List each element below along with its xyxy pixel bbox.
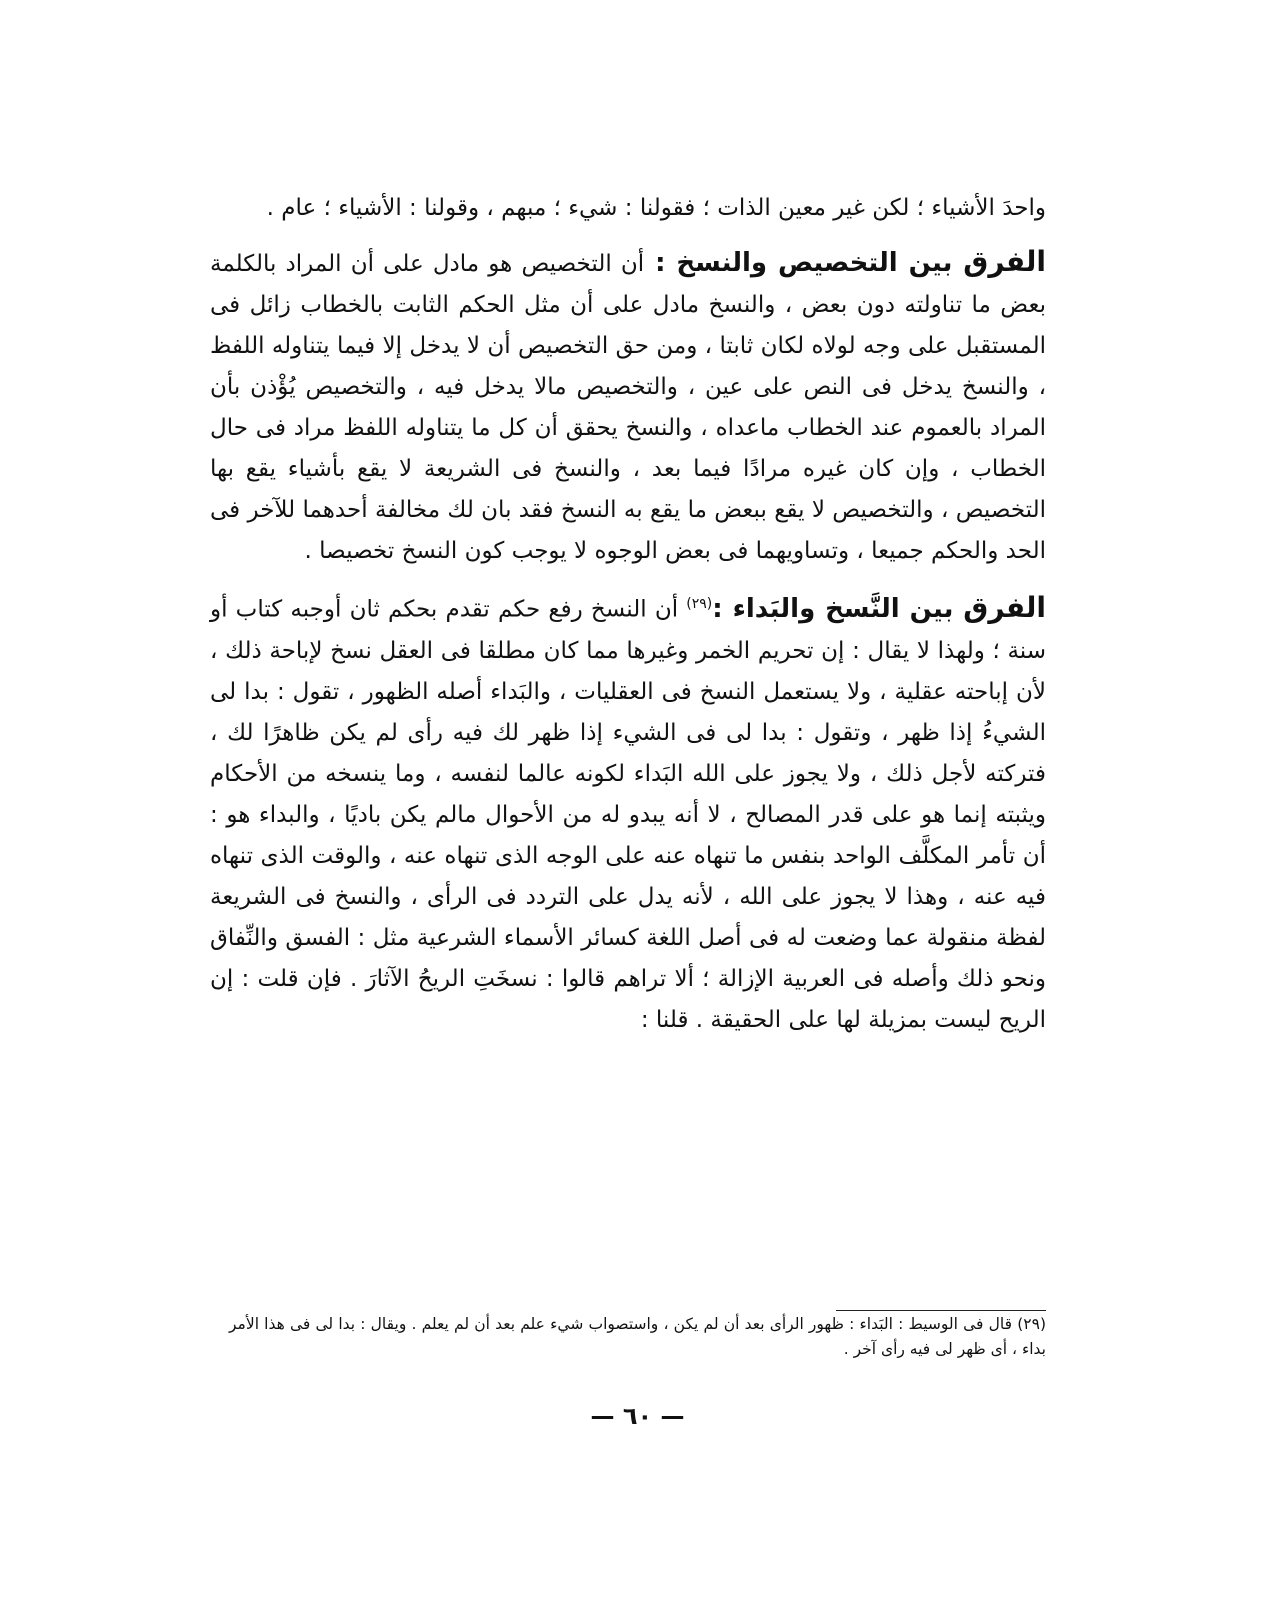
page-number: — ٦٠ — [590, 1402, 685, 1430]
footnote-reference: (٢٩) [686, 596, 713, 612]
section-heading [644, 245, 1046, 278]
section-heading [712, 590, 1046, 624]
heading-text: بين التخصيص والنسخ : [644, 248, 964, 278]
heading-keyword: الفرق [963, 245, 1046, 278]
paragraph-continuation [210, 188, 1046, 229]
footnote: (٢٩) قال فى الوسيط : البَداء : ظهور الرأى بعد أن لم يكن ، واستصواب شيء علم بعد أن لم يعلم . ويقال : بدا لى فى هذا الأمر بداء ، أى ظهر لى فيه رأى آخر . [229, 1315, 1046, 1358]
paragraph-text: واحدَ الأشياء ؛ لكن غير معين الذات ؛ فقولنا : شيء ؛ مبهم ، وقولنا : الأشياء ؛ عام . [266, 195, 1046, 221]
heading-keyword: الفرق [963, 590, 1046, 624]
paragraph-text: أن التخصيص هو مادل على أن المراد بالكلمة بعض ما تناولته دون بعض ، والنسخ مادل على أن مثل الحكم الثابت بالخطاب زائل فى المستقبل على وجه لولاه لكان ثابتا ، ومن حق التخصيص أن لا يدخل إلا فيما يتناوله اللفظ ، والنسخ يدخل فى النص على عين ، والتخصيص مالا يدخل فيه ، والتخصيص يُؤْذن بأن المراد بالعموم عند الخطاب ماعداه ، والنسخ يحقق أن كل ما يتناوله اللفظ مراد فى حال الخطاب ، وإن كان غيره مرادًا فيما بعد ، والنسخ فى الشريعة لا يقع بأشياء يقع بها التخصيص ، والتخصيص لا يقع ببعض ما يقع به النسخ فقد بان لك مخالفة أحدهما للآخر فى الحد والحكم جميعا ، وتساويهما فى بعض الوجوه لا يوجب كون النسخ تخصيصا . [210, 251, 1046, 564]
paragraph-takhsis-naskh [210, 241, 1046, 572]
page-body [210, 188, 1046, 1053]
heading-text: بين النَّسخ والبَداء : [712, 593, 964, 624]
paragraph-naskh-bada [210, 584, 1046, 1041]
footnote-divider [836, 1310, 1046, 1311]
paragraph-text: أن النسخ رفع حكم تقدم بحكم ثان أوجبه كتاب أو سنة ؛ ولهذا لا يقال : إن تحريم الخمر وغيرها مما كان مطلقا فى العقل نسخ لإباحة ذلك ، لأن إباحته عقلية ، ولا يستعمل النسخ فى العقليات ، والبَداء أصله الظهور ، تقول : بدا لى الشيءُ إذا ظهر ، وتقول : بدا لى فى الشيء إذا ظهر لك فيه رأى لم يكن ظاهرًا لك ، فتركته لأجل ذلك ، ولا يجوز على الله البَداء لكونه عالما لنفسه ، وما ينسخه من الأحكام ويثبته إنما هو على قدر المصالح ، لا أنه يبدو له من الأحوال مالم يكن باديًا ، والبداء هو : أن تأمر المكلَّف الواحد بنفس ما تنهاه عنه على الوجه الذى تنهاه عنه ، والوقت الذى تنهاه فيه عنه ، وهذا لا يجوز على الله ، لأنه يدل على التردد فى الرأى ، والنسخ فى الشريعة لفظة منقولة عما وضعت له فى أصل اللغة كسائر الأسماء الشرعية مثل : الفسق والنِّفاق ونحو ذلك وأصله فى العربية الإزالة ؛ ألا تراهم قالوا : نسخَتِ الريحُ الآثارَ . فإن قلت : إن الريح ليست بمزيلة لها على الحقيقة . قلنا : [210, 596, 1046, 1033]
